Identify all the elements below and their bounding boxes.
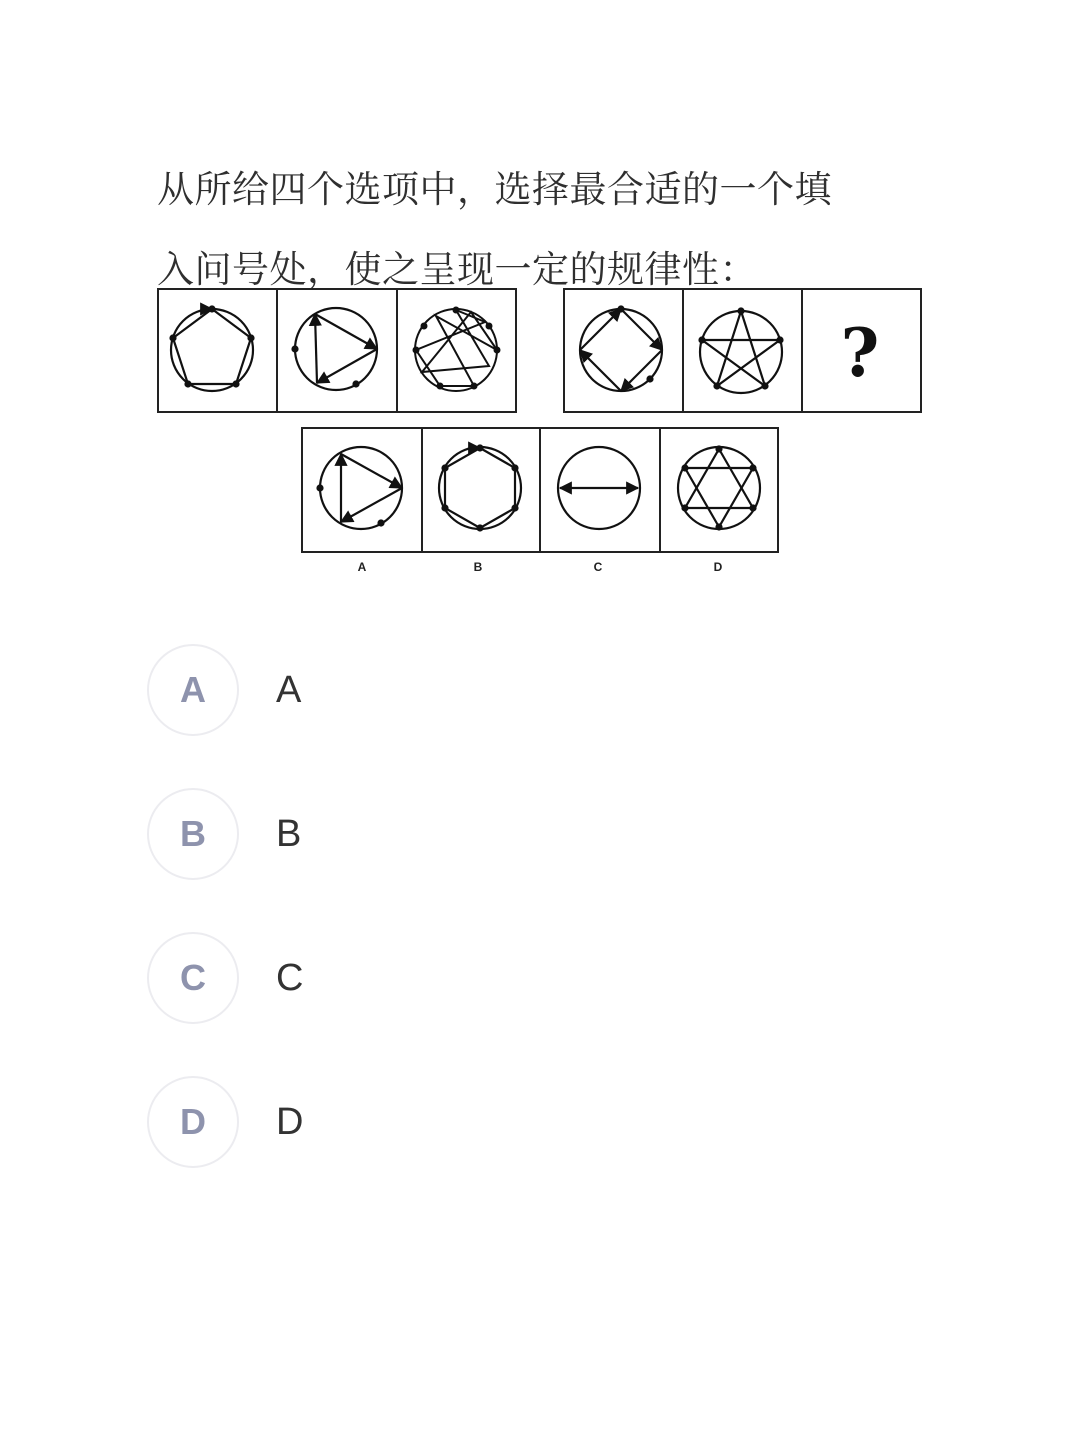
option-b-text[interactable]: B xyxy=(276,812,302,855)
question-text xyxy=(157,150,927,310)
answer-figures xyxy=(302,428,778,552)
figure-label-b: B xyxy=(473,560,483,574)
option-c[interactable] xyxy=(147,930,303,1026)
figure-pentagram xyxy=(700,309,783,394)
figure-square xyxy=(580,307,662,392)
question-line-2: 入问号处，使之呈现一定的规律性： xyxy=(157,248,757,291)
option-a-badge[interactable]: A xyxy=(147,644,239,736)
question-mark: ? xyxy=(840,314,880,392)
option-d-badge[interactable]: D xyxy=(147,1076,239,1168)
answer-figure-c xyxy=(558,447,640,529)
option-c-badge[interactable]: C xyxy=(147,932,239,1024)
figure-seven-star xyxy=(414,308,500,392)
figure-pentagon xyxy=(171,307,254,392)
option-d[interactable] xyxy=(147,1074,303,1170)
figure-label-d: D xyxy=(713,560,723,574)
option-b-badge[interactable]: B xyxy=(147,788,239,880)
figure-triangle xyxy=(293,308,378,390)
option-d-text[interactable]: D xyxy=(276,1100,304,1143)
option-c-text[interactable]: C xyxy=(276,956,304,999)
question-line-1: 从所给四个选项中，选择最合适的一个填 xyxy=(157,168,832,211)
option-a-text[interactable]: A xyxy=(276,668,302,711)
figure-label-c: C xyxy=(593,560,603,574)
answer-figure-a xyxy=(318,447,403,529)
answer-figure-b xyxy=(439,446,521,531)
answer-figure-d xyxy=(678,447,760,530)
option-a[interactable] xyxy=(147,642,301,738)
option-b[interactable] xyxy=(147,786,301,882)
figure-label-a: A xyxy=(357,560,367,574)
